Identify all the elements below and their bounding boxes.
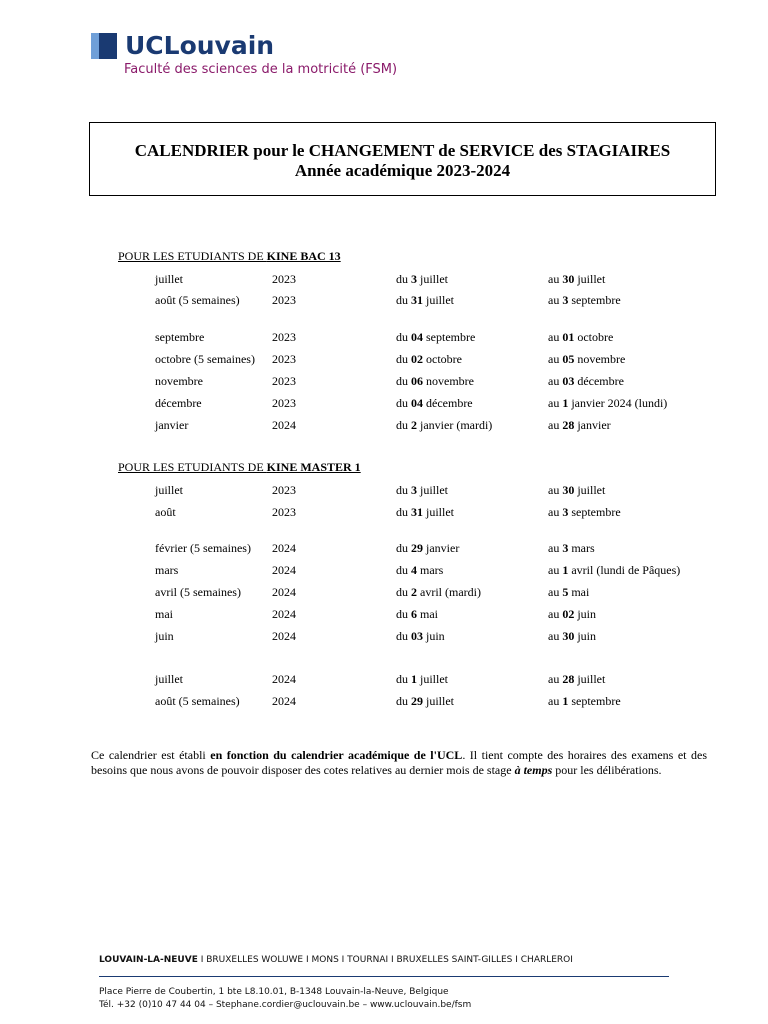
row-year: 2023 bbox=[272, 352, 296, 366]
section-title-kine-bac bbox=[118, 249, 341, 264]
start-prefix: du bbox=[396, 629, 411, 643]
start-day: 4 bbox=[411, 563, 417, 577]
end-prefix: au bbox=[548, 330, 563, 344]
start-suffix: juillet bbox=[417, 672, 448, 686]
row-start-date bbox=[396, 374, 474, 389]
end-day: 3 bbox=[562, 541, 569, 555]
row-month: janvier bbox=[155, 418, 189, 432]
start-suffix: juillet bbox=[423, 505, 454, 519]
schedule-row bbox=[0, 563, 768, 579]
row-month: septembre bbox=[155, 330, 205, 344]
row-year: 2023 bbox=[272, 272, 296, 286]
row-end-date bbox=[548, 293, 621, 308]
start-day: 31 bbox=[411, 505, 423, 519]
calendar-note bbox=[91, 748, 707, 777]
row-start-date bbox=[396, 563, 443, 578]
end-suffix: janvier 2024 (lundi) bbox=[568, 396, 668, 410]
row-year: 2024 bbox=[272, 607, 296, 621]
row-end-date bbox=[548, 352, 625, 367]
schedule-row bbox=[0, 541, 768, 557]
schedule-row bbox=[0, 418, 768, 434]
uclouvain-logo bbox=[91, 30, 274, 60]
end-suffix: juillet bbox=[574, 272, 606, 286]
end-day: 3 bbox=[562, 505, 569, 519]
row-start-date bbox=[396, 396, 473, 411]
footer-main-city: LOUVAIN-LA-NEUVE bbox=[99, 955, 198, 965]
row-end-date bbox=[548, 483, 605, 498]
end-prefix: au bbox=[548, 352, 563, 366]
note-emphasis: en fonction du calendrier académique de l'UCL bbox=[210, 748, 463, 762]
start-day: 02 bbox=[411, 352, 423, 366]
start-prefix: du bbox=[396, 396, 411, 410]
start-prefix: du bbox=[396, 293, 411, 307]
start-day: 29 bbox=[411, 694, 423, 708]
end-suffix: novembre bbox=[574, 352, 626, 366]
start-prefix: du bbox=[396, 483, 411, 497]
row-start-date bbox=[396, 672, 448, 687]
start-suffix: avril (mardi) bbox=[417, 585, 481, 599]
start-suffix: juin bbox=[423, 629, 445, 643]
footer-other-cities: I BRUXELLES WOLUWE I MONS I TOURNAI I BRUXELLES SAINT-GILLES I CHARLEROI bbox=[197, 955, 573, 965]
note-text: Ce calendrier est établi bbox=[91, 748, 211, 762]
end-day: 03 bbox=[562, 374, 575, 388]
row-start-date bbox=[396, 418, 492, 433]
end-suffix: septembre bbox=[568, 694, 621, 708]
schedule-row bbox=[0, 607, 768, 623]
row-month: décembre bbox=[155, 396, 202, 410]
row-end-date bbox=[548, 272, 605, 287]
footer-address: Place Pierre de Coubertin, 1 bte L8.10.01, B-1348 Louvain-la-Neuve, Belgique bbox=[99, 987, 449, 997]
row-end-date bbox=[548, 330, 613, 345]
end-day: 02 bbox=[562, 607, 575, 621]
row-month: août (5 semaines) bbox=[155, 293, 240, 307]
row-year: 2024 bbox=[272, 629, 296, 643]
row-year: 2024 bbox=[272, 672, 296, 686]
start-suffix: juillet bbox=[417, 483, 448, 497]
row-month: mars bbox=[155, 563, 179, 577]
academic-year: Année académique 2023-2024 bbox=[294, 161, 511, 180]
row-end-date bbox=[548, 694, 621, 709]
row-end-date bbox=[548, 396, 667, 411]
row-month: juin bbox=[155, 629, 174, 643]
row-month: mai bbox=[155, 607, 173, 621]
section-title-kine-master bbox=[118, 460, 361, 475]
start-prefix: du bbox=[396, 541, 411, 555]
row-month: février (5 semaines) bbox=[155, 541, 251, 555]
row-year: 2024 bbox=[272, 541, 296, 555]
footer-cities bbox=[99, 955, 573, 965]
row-end-date bbox=[548, 607, 596, 622]
end-prefix: au bbox=[548, 396, 563, 410]
start-suffix: juillet bbox=[423, 694, 454, 708]
row-end-date bbox=[548, 629, 596, 644]
row-month: avril (5 semaines) bbox=[155, 585, 241, 599]
start-day: 1 bbox=[411, 672, 417, 686]
start-suffix: mars bbox=[417, 563, 444, 577]
schedule-row bbox=[0, 505, 768, 521]
row-month: juillet bbox=[155, 483, 183, 497]
note-text: pour les délibérations. bbox=[552, 762, 662, 777]
start-prefix: du bbox=[396, 563, 411, 577]
row-start-date bbox=[396, 585, 481, 600]
end-suffix: juin bbox=[574, 629, 596, 643]
end-suffix: juin bbox=[574, 607, 596, 621]
start-prefix: du bbox=[396, 352, 411, 366]
start-prefix: du bbox=[396, 585, 411, 599]
start-day: 3 bbox=[411, 272, 417, 286]
row-year: 2023 bbox=[272, 293, 296, 307]
start-day: 2 bbox=[411, 418, 417, 432]
start-suffix: janvier bbox=[423, 541, 460, 555]
row-end-date bbox=[548, 505, 621, 520]
end-suffix: mai bbox=[568, 585, 590, 599]
row-start-date bbox=[396, 505, 454, 520]
schedule-row bbox=[0, 629, 768, 645]
start-prefix: du bbox=[396, 694, 411, 708]
schedule-row bbox=[0, 374, 768, 390]
title-box bbox=[89, 122, 716, 196]
row-year: 2024 bbox=[272, 563, 296, 577]
section-program: KINE MASTER 1 bbox=[266, 460, 361, 474]
start-prefix: du bbox=[396, 272, 411, 286]
schedule-row bbox=[0, 293, 768, 309]
start-day: 3 bbox=[411, 483, 417, 497]
start-day: 04 bbox=[411, 330, 423, 344]
end-day: 1 bbox=[562, 563, 569, 577]
schedule-row bbox=[0, 694, 768, 710]
end-prefix: au bbox=[548, 541, 563, 555]
row-year: 2024 bbox=[272, 694, 296, 708]
start-prefix: du bbox=[396, 418, 411, 432]
end-prefix: au bbox=[548, 563, 563, 577]
uclouvain-logo-mark-icon bbox=[91, 31, 119, 59]
end-prefix: au bbox=[548, 293, 563, 307]
schedule-row bbox=[0, 585, 768, 601]
row-month: juillet bbox=[155, 672, 183, 686]
row-end-date bbox=[548, 374, 624, 389]
faculty-name: Faculté des sciences de la motricité (FSM) bbox=[124, 62, 398, 77]
end-prefix: au bbox=[548, 374, 563, 388]
schedule-row bbox=[0, 396, 768, 412]
end-prefix: au bbox=[548, 505, 563, 519]
row-start-date bbox=[396, 607, 438, 622]
start-day: 04 bbox=[411, 396, 423, 410]
footer-contact: Tél. +32 (0)10 47 44 04 – Stephane.cordier@uclouvain.be – www.uclouvain.be/fsm bbox=[99, 1000, 472, 1010]
end-day: 30 bbox=[562, 629, 575, 643]
row-start-date bbox=[396, 352, 462, 367]
row-end-date bbox=[548, 585, 589, 600]
end-prefix: au bbox=[548, 585, 563, 599]
start-prefix: du bbox=[396, 505, 411, 519]
end-suffix: septembre bbox=[568, 505, 621, 519]
end-day: 28 bbox=[562, 672, 575, 686]
row-month: octobre (5 semaines) bbox=[155, 352, 255, 366]
end-prefix: au bbox=[548, 483, 563, 497]
end-day: 1 bbox=[562, 396, 569, 410]
schedule-row bbox=[0, 483, 768, 499]
end-prefix: au bbox=[548, 672, 563, 686]
schedule-row bbox=[0, 352, 768, 368]
row-year: 2024 bbox=[272, 585, 296, 599]
row-end-date bbox=[548, 672, 605, 687]
row-month: août (5 semaines) bbox=[155, 694, 240, 708]
end-day: 5 bbox=[562, 585, 569, 599]
row-start-date bbox=[396, 330, 475, 345]
end-prefix: au bbox=[548, 694, 563, 708]
start-prefix: du bbox=[396, 374, 411, 388]
row-start-date bbox=[396, 541, 459, 556]
start-prefix: du bbox=[396, 607, 411, 621]
row-year: 2024 bbox=[272, 418, 296, 432]
start-suffix: juillet bbox=[417, 272, 448, 286]
section-program: KINE BAC 13 bbox=[266, 249, 341, 263]
row-start-date bbox=[396, 272, 448, 287]
start-suffix: juillet bbox=[423, 293, 454, 307]
end-suffix: mars bbox=[568, 541, 595, 555]
end-suffix: octobre bbox=[574, 330, 614, 344]
start-suffix: janvier (mardi) bbox=[417, 418, 493, 432]
end-day: 01 bbox=[562, 330, 575, 344]
section-prefix: POUR LES ETUDIANTS DE bbox=[118, 460, 267, 474]
row-month: novembre bbox=[155, 374, 203, 388]
section-prefix: POUR LES ETUDIANTS DE bbox=[118, 249, 267, 263]
end-prefix: au bbox=[548, 272, 563, 286]
document-title: CALENDRIER pour le CHANGEMENT de SERVICE des STAGIAIRES bbox=[134, 141, 671, 160]
row-year: 2023 bbox=[272, 483, 296, 497]
row-end-date bbox=[548, 541, 595, 556]
start-day: 2 bbox=[411, 585, 417, 599]
end-suffix: juillet bbox=[574, 672, 606, 686]
start-suffix: novembre bbox=[423, 374, 474, 388]
row-start-date bbox=[396, 694, 454, 709]
start-suffix: décembre bbox=[423, 396, 473, 410]
note-text: . Il tient compte des horaires des examens et des besoins que nous avons de pouvoir disposer des cotes relatives au dernier mois de stage bbox=[91, 748, 707, 777]
end-day: 30 bbox=[562, 272, 575, 286]
logo-text: UCLouvain bbox=[125, 30, 275, 60]
start-prefix: du bbox=[396, 330, 411, 344]
end-day: 30 bbox=[562, 483, 575, 497]
row-year: 2023 bbox=[272, 396, 296, 410]
start-suffix: septembre bbox=[423, 330, 476, 344]
end-prefix: au bbox=[548, 629, 563, 643]
footer-address-block bbox=[99, 986, 471, 1012]
end-day: 3 bbox=[562, 293, 569, 307]
end-suffix: janvier bbox=[574, 418, 611, 432]
note-emphasis-italic: à temps bbox=[514, 762, 553, 777]
end-prefix: au bbox=[548, 418, 563, 432]
end-suffix: septembre bbox=[568, 293, 621, 307]
end-suffix: décembre bbox=[574, 374, 624, 388]
row-end-date bbox=[548, 418, 611, 433]
row-year: 2023 bbox=[272, 330, 296, 344]
start-suffix: octobre bbox=[423, 352, 462, 366]
start-day: 31 bbox=[411, 293, 423, 307]
row-month: août bbox=[155, 505, 176, 519]
row-month: juillet bbox=[155, 272, 183, 286]
footer-divider bbox=[99, 976, 669, 977]
end-suffix: avril (lundi de Pâques) bbox=[568, 563, 681, 577]
end-suffix: juillet bbox=[574, 483, 606, 497]
start-day: 06 bbox=[411, 374, 423, 388]
end-day: 28 bbox=[562, 418, 575, 432]
end-day: 1 bbox=[562, 694, 569, 708]
end-day: 05 bbox=[562, 352, 575, 366]
start-suffix: mai bbox=[417, 607, 438, 621]
start-day: 29 bbox=[411, 541, 423, 555]
row-start-date bbox=[396, 293, 454, 308]
row-year: 2023 bbox=[272, 374, 296, 388]
row-year: 2023 bbox=[272, 505, 296, 519]
schedule-row bbox=[0, 672, 768, 688]
end-prefix: au bbox=[548, 607, 563, 621]
row-end-date bbox=[548, 563, 680, 578]
row-start-date bbox=[396, 629, 445, 644]
start-day: 6 bbox=[411, 607, 417, 621]
row-start-date bbox=[396, 483, 448, 498]
start-prefix: du bbox=[396, 672, 411, 686]
schedule-row bbox=[0, 272, 768, 288]
start-day: 03 bbox=[411, 629, 423, 643]
schedule-row bbox=[0, 330, 768, 346]
